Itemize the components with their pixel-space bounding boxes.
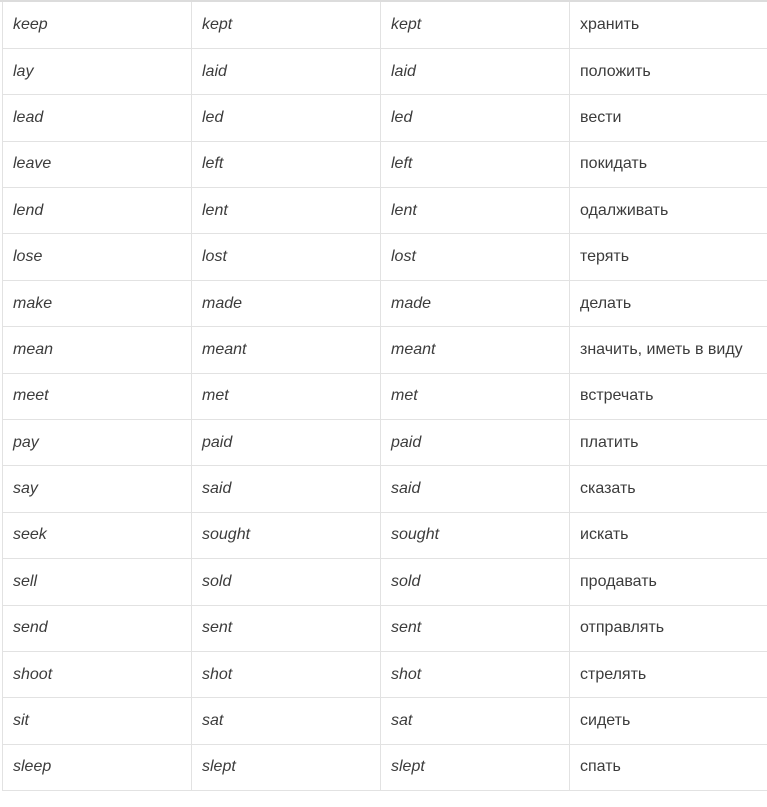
past-simple-cell: sat <box>192 698 381 744</box>
past-participle-cell: sent <box>381 605 570 651</box>
past-participle-cell: led <box>381 95 570 141</box>
past-participle-cell: sold <box>381 559 570 605</box>
base-form-cell: lay <box>3 48 192 94</box>
past-participle-cell: laid <box>381 48 570 94</box>
base-form-cell: leave <box>3 141 192 187</box>
past-participle-cell: lost <box>381 234 570 280</box>
translation-cell: отправлять <box>570 605 767 651</box>
past-participle-cell: lent <box>381 188 570 234</box>
table-row <box>3 234 767 280</box>
past-simple-cell: left <box>192 141 381 187</box>
past-participle-cell: shot <box>381 651 570 697</box>
base-form-cell: say <box>3 466 192 512</box>
table-row <box>3 605 767 651</box>
past-simple-cell: led <box>192 95 381 141</box>
base-form-cell: sell <box>3 559 192 605</box>
table-row <box>3 95 767 141</box>
past-participle-cell: sat <box>381 698 570 744</box>
past-simple-cell: meant <box>192 327 381 373</box>
past-simple-cell: sent <box>192 605 381 651</box>
irregular-verbs-table <box>2 2 767 791</box>
translation-cell: хранить <box>570 2 767 48</box>
base-form-cell: meet <box>3 373 192 419</box>
translation-cell: положить <box>570 48 767 94</box>
past-simple-cell: lent <box>192 188 381 234</box>
past-participle-cell: paid <box>381 420 570 466</box>
translation-cell: платить <box>570 420 767 466</box>
past-simple-cell: paid <box>192 420 381 466</box>
translation-cell: вести <box>570 95 767 141</box>
table-row <box>3 651 767 697</box>
translation-cell: покидать <box>570 141 767 187</box>
table-body <box>3 2 767 791</box>
past-participle-cell: said <box>381 466 570 512</box>
base-form-cell: make <box>3 280 192 326</box>
base-form-cell: shoot <box>3 651 192 697</box>
past-simple-cell: shot <box>192 651 381 697</box>
table-row <box>3 373 767 419</box>
base-form-cell: lead <box>3 95 192 141</box>
past-participle-cell: sought <box>381 512 570 558</box>
past-simple-cell: kept <box>192 2 381 48</box>
past-participle-cell: meant <box>381 327 570 373</box>
base-form-cell: keep <box>3 2 192 48</box>
base-form-cell: mean <box>3 327 192 373</box>
table-row <box>3 559 767 605</box>
table-row <box>3 48 767 94</box>
table-row <box>3 141 767 187</box>
base-form-cell: sit <box>3 698 192 744</box>
table-row <box>3 744 767 790</box>
base-form-cell: sleep <box>3 744 192 790</box>
past-simple-cell: met <box>192 373 381 419</box>
translation-cell: сказать <box>570 466 767 512</box>
translation-cell: делать <box>570 280 767 326</box>
translation-cell: продавать <box>570 559 767 605</box>
past-simple-cell: sought <box>192 512 381 558</box>
table-row <box>3 512 767 558</box>
translation-cell: спать <box>570 744 767 790</box>
translation-cell: стрелять <box>570 651 767 697</box>
translation-cell: одалживать <box>570 188 767 234</box>
base-form-cell: seek <box>3 512 192 558</box>
table-row <box>3 698 767 744</box>
table-row <box>3 420 767 466</box>
table-row <box>3 2 767 48</box>
translation-cell: значить, иметь в виду <box>570 327 767 373</box>
past-simple-cell: sold <box>192 559 381 605</box>
past-simple-cell: said <box>192 466 381 512</box>
past-participle-cell: kept <box>381 2 570 48</box>
table-row <box>3 327 767 373</box>
translation-cell: искать <box>570 512 767 558</box>
translation-cell: встречать <box>570 373 767 419</box>
table-row <box>3 188 767 234</box>
translation-cell: сидеть <box>570 698 767 744</box>
table-row <box>3 466 767 512</box>
past-simple-cell: made <box>192 280 381 326</box>
past-simple-cell: slept <box>192 744 381 790</box>
past-simple-cell: lost <box>192 234 381 280</box>
base-form-cell: lend <box>3 188 192 234</box>
table-row <box>3 280 767 326</box>
past-participle-cell: left <box>381 141 570 187</box>
base-form-cell: lose <box>3 234 192 280</box>
past-participle-cell: met <box>381 373 570 419</box>
past-simple-cell: laid <box>192 48 381 94</box>
base-form-cell: pay <box>3 420 192 466</box>
translation-cell: терять <box>570 234 767 280</box>
past-participle-cell: slept <box>381 744 570 790</box>
past-participle-cell: made <box>381 280 570 326</box>
base-form-cell: send <box>3 605 192 651</box>
